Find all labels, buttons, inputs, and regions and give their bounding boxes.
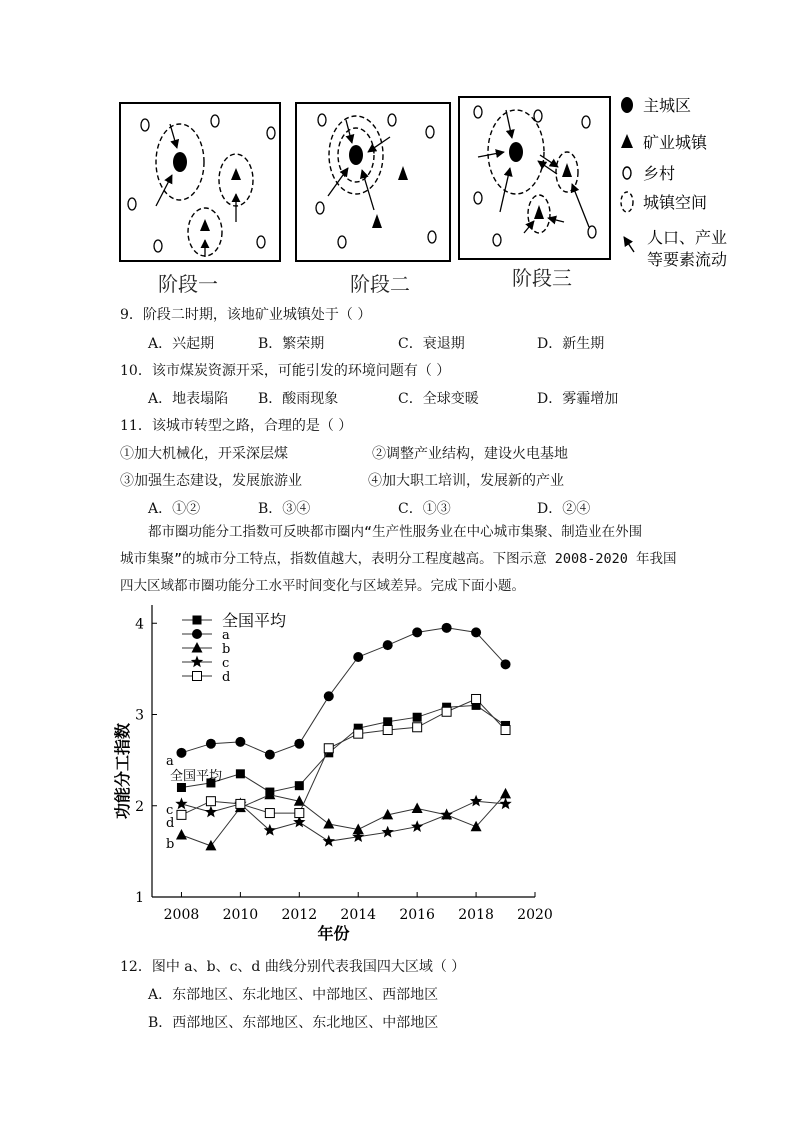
stage1-panel <box>120 103 280 261</box>
inline-label-0: a <box>166 754 174 769</box>
series-1-point-2012 <box>294 739 304 749</box>
legend-label-1: a <box>222 628 230 643</box>
series-line-2 <box>182 794 506 846</box>
legend-label-0: 全国平均 <box>222 611 287 630</box>
series-0-point-2015 <box>383 717 392 726</box>
diagram-legend <box>621 96 727 269</box>
q11-option-d: D．②④ <box>537 501 591 517</box>
q11-option-c: C．①③ <box>398 501 451 517</box>
q12-option-b: B．西部地区、东部地区、东北地区、中部地区 <box>148 1015 439 1031</box>
x-tick-label-2008: 2008 <box>163 907 200 923</box>
series-1-point-2017 <box>442 623 452 633</box>
legend-village: 乡村 <box>643 164 676 183</box>
q9-option-d: D．新生期 <box>537 336 605 352</box>
q11-option-a: A．①② <box>148 501 201 517</box>
x-tick-label-2018: 2018 <box>458 907 494 923</box>
legend-marker-3 <box>191 656 203 668</box>
series-4-point-2016 <box>413 723 422 732</box>
legend-flow-line1: 人口、产业 <box>647 228 728 247</box>
q11-choice-1: ①加大机械化，开采深层煤 <box>120 446 288 462</box>
series-2-point-2016 <box>412 802 423 813</box>
q12-option-a: A．东部地区、东北地区、中部地区、西部地区 <box>148 987 439 1003</box>
series-4-point-2017 <box>442 707 451 716</box>
legend-town-space: 城镇空间 <box>643 193 708 212</box>
series-1-point-2010 <box>235 737 245 747</box>
q11-choice-2: ②调整产业结构，建设火电基地 <box>372 446 568 462</box>
series-0-point-2012 <box>295 781 304 790</box>
series-3-point-2016 <box>411 820 423 832</box>
stage-diagrams <box>0 0 794 300</box>
legend-mining-town: 矿业城镇 <box>643 133 708 152</box>
stage1-label: 阶段一 <box>158 272 218 296</box>
series-1-point-2018 <box>471 627 481 637</box>
legend-label-2: b <box>222 642 231 657</box>
chart-intro-line2: 城市集聚”的城市分工特点，指数值越大，表明分工程度越高。下图示意 2008-2020 年我国 <box>120 551 677 567</box>
question-9: 9．阶段二时期，该地矿业城镇处于（ ） <box>120 307 372 323</box>
x-tick-label-2010: 2010 <box>222 907 259 923</box>
series-3-point-2008 <box>175 797 187 809</box>
series-3-point-2009 <box>205 806 217 818</box>
y-tick-label-2: 2 <box>135 798 144 815</box>
q11-choice-4: ④加大职工培训，发展新的产业 <box>368 473 564 489</box>
legend-label-4: d <box>222 670 231 685</box>
series-1-point-2016 <box>412 627 422 637</box>
series-line-0 <box>182 705 506 792</box>
question-10: 10．该市煤炭资源开采，可能引发的环境问题有（ ） <box>120 363 451 379</box>
series-4-point-2018 <box>472 694 481 703</box>
function-division-chart <box>100 600 570 945</box>
x-tick-label-2014: 2014 <box>340 907 377 923</box>
series-0-point-2010 <box>236 769 245 778</box>
chart-intro-line3: 四大区域都市圈功能分工水平时间变化与区域差异。完成下面小题。 <box>120 578 525 594</box>
flow-legend-icon <box>624 237 634 252</box>
stage2-panel <box>296 103 450 261</box>
legend-marker-0 <box>193 616 202 625</box>
series-4-point-2009 <box>206 797 215 806</box>
q10-option-d: D．雾霾增加 <box>537 391 619 407</box>
x-tick-label-2016: 2016 <box>399 907 435 923</box>
stage2-label: 阶段二 <box>350 272 410 296</box>
series-3-point-2018 <box>470 795 482 807</box>
y-tick-label-1: 1 <box>135 890 144 906</box>
legend-marker-4 <box>193 672 202 681</box>
question-12: 12．图中 a、b、c、d 曲线分别代表我国四大区域（ ） <box>120 959 466 975</box>
series-3-point-2015 <box>382 826 394 838</box>
inline-label-2: c <box>166 803 174 818</box>
legend-flow-line2: 等要素流动 <box>647 250 728 269</box>
series-line-4 <box>182 699 506 815</box>
q9-option-c: C．衰退期 <box>398 336 465 352</box>
mining-town-legend-icon <box>621 134 633 148</box>
y-tick-label-4: 4 <box>135 616 144 633</box>
q10-option-b: B．酸雨现象 <box>258 391 339 407</box>
chart-intro-line1: 都市圈功能分工指数可反映都市圈内“生产性服务业在中心城市集聚、制造业在外围 <box>148 524 643 540</box>
question-11: 11．该城市转型之路，合理的是（ ） <box>120 418 353 434</box>
village-legend-icon <box>623 167 631 179</box>
stage3-label: 阶段三 <box>512 266 572 290</box>
series-4-point-2012 <box>295 809 304 818</box>
series-4-point-2013 <box>324 744 333 753</box>
series-3-point-2011 <box>264 824 276 836</box>
x-axis-title: 年份 <box>317 924 350 943</box>
series-1-point-2013 <box>324 691 334 701</box>
series-1-point-2011 <box>265 750 275 760</box>
q9-option-a: A．兴起期 <box>148 336 215 352</box>
town-space-legend-icon <box>621 192 633 212</box>
series-1-point-2015 <box>383 640 393 650</box>
stage3-panel <box>459 97 610 259</box>
q10-option-a: A．地表塌陷 <box>148 391 229 407</box>
legend-marker-1 <box>192 629 202 639</box>
inline-label-1: 全国平均 <box>170 769 223 784</box>
series-4-point-2010 <box>236 799 245 808</box>
series-1-point-2008 <box>176 748 186 758</box>
x-tick-label-2012: 2012 <box>281 907 318 923</box>
legend-label-3: c <box>222 656 230 671</box>
series-4-point-2008 <box>177 810 186 819</box>
legend-main-city: 主城区 <box>643 96 692 115</box>
series-2-point-2019 <box>500 788 511 799</box>
q9-option-b: B．繁荣期 <box>258 336 325 352</box>
y-axis-title: 功能分工指数 <box>113 722 132 820</box>
q11-option-b: B．③④ <box>258 501 311 517</box>
series-4-point-2011 <box>265 809 274 818</box>
series-4-point-2015 <box>383 726 392 735</box>
x-tick-label-2020: 2020 <box>517 907 553 923</box>
series-1-point-2019 <box>501 659 511 669</box>
q10-option-c: C．全球变暖 <box>398 391 479 407</box>
main-city-legend-icon <box>621 97 633 113</box>
inline-label-3: d <box>166 816 175 831</box>
series-2-point-2008 <box>176 829 187 840</box>
y-tick-label-3: 3 <box>135 707 144 724</box>
series-0-point-2016 <box>413 713 422 722</box>
series-2-point-2013 <box>323 818 334 829</box>
legend-marker-2 <box>192 642 203 653</box>
series-4-point-2014 <box>354 729 363 738</box>
series-3-point-2013 <box>323 835 335 847</box>
series-1-point-2014 <box>353 652 363 662</box>
series-4-point-2019 <box>501 726 510 735</box>
series-1-point-2009 <box>206 739 216 749</box>
inline-label-4: b <box>166 837 175 852</box>
q11-choice-3: ③加强生态建设，发展旅游业 <box>120 473 302 489</box>
series-0-point-2008 <box>177 783 186 792</box>
